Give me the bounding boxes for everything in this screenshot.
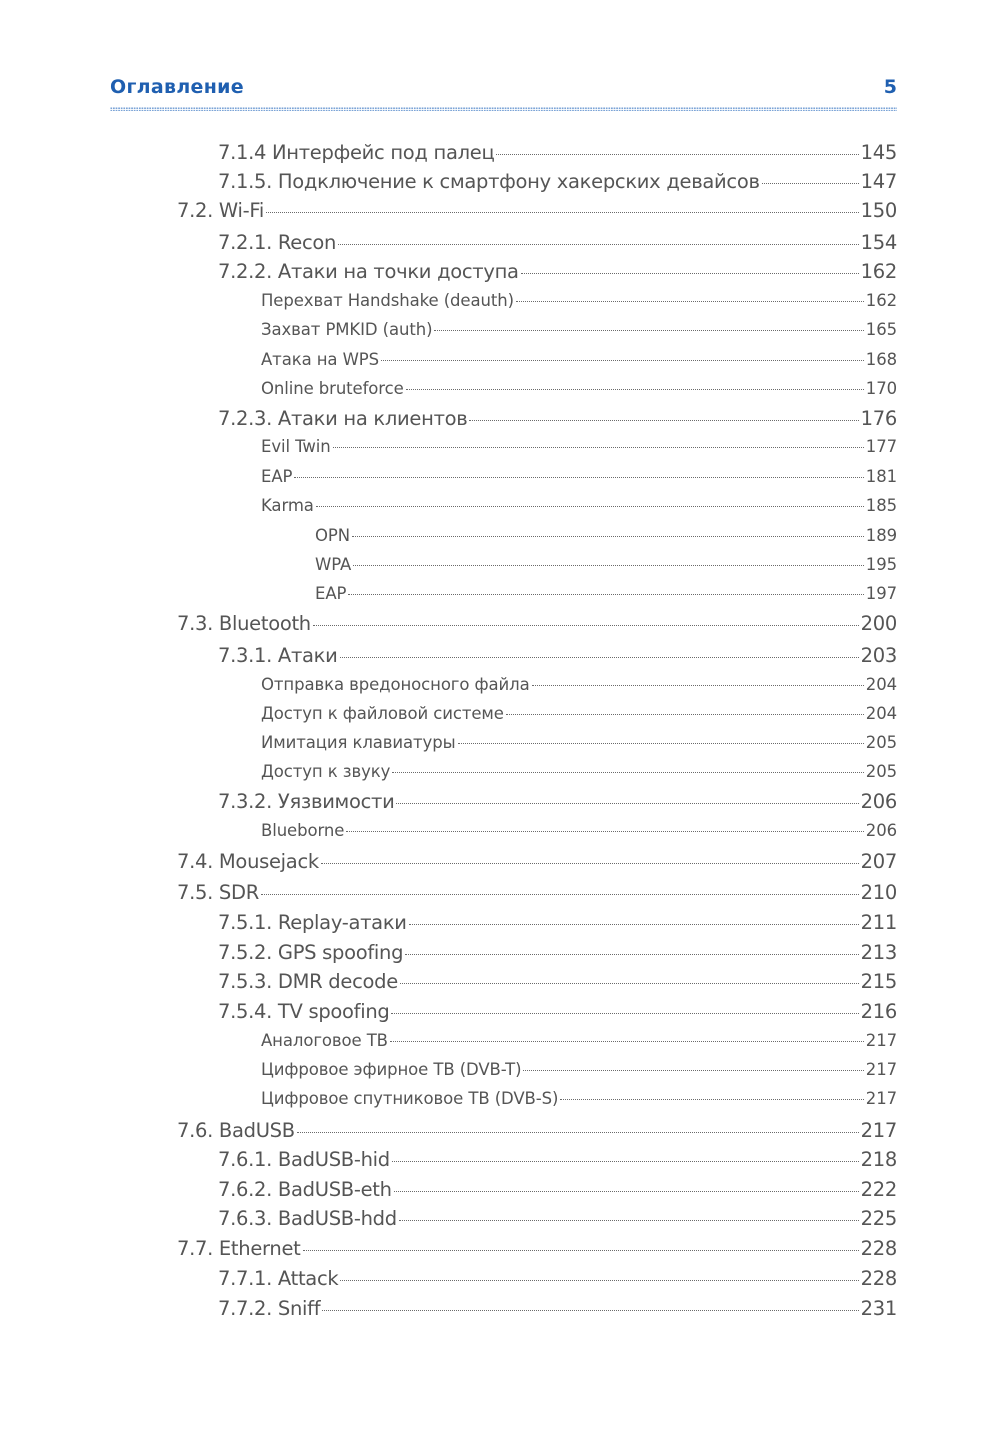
dot-leader: [313, 625, 859, 626]
toc-entry[interactable]: [218, 260, 897, 283]
toc-entry-page: 216: [860, 1000, 897, 1023]
toc-entry-title: 7.7.2. Sniff: [218, 1297, 321, 1320]
toc-entry-title: Доступ к звуку: [261, 762, 391, 781]
toc-entry[interactable]: [218, 1297, 897, 1320]
toc-entry-page: 204: [865, 675, 897, 694]
toc-entry[interactable]: [261, 467, 897, 486]
dot-leader: [434, 330, 863, 331]
toc-entry-title: Захват PMKID (auth): [261, 320, 433, 339]
toc-entry-title: Аналоговое ТВ: [261, 1031, 388, 1050]
toc-entry-title: Karma: [261, 496, 314, 515]
dot-leader: [762, 183, 859, 184]
toc-entry-title: EAP: [315, 584, 347, 603]
toc-entry-title: 7.6.2. BadUSB-eth: [218, 1178, 392, 1201]
dot-leader: [516, 301, 864, 302]
toc-entry[interactable]: [261, 320, 897, 339]
toc-entry-page: 176: [860, 407, 897, 430]
toc-entry[interactable]: [315, 584, 897, 603]
toc-entry-page: 217: [865, 1031, 897, 1050]
dot-leader: [523, 1070, 863, 1071]
toc-entry-page: 218: [860, 1148, 897, 1171]
toc-entry-page: 217: [865, 1089, 897, 1108]
toc-entry-title: Online bruteforce: [261, 379, 404, 398]
toc-entry-title: 7.3. Bluetooth: [177, 612, 311, 635]
toc-entry[interactable]: [218, 1148, 897, 1171]
toc-entry-title: 7.6. BadUSB: [177, 1119, 295, 1142]
toc-entry-page: 206: [860, 790, 897, 813]
toc-entry[interactable]: [261, 762, 897, 781]
dot-leader: [469, 420, 858, 421]
toc-entry[interactable]: [177, 850, 897, 873]
dot-leader: [394, 1191, 859, 1192]
toc-entry-page: 210: [860, 881, 897, 904]
toc-entry[interactable]: [218, 644, 897, 667]
toc-entry-page: 217: [865, 1060, 897, 1079]
toc-entry-page: 162: [860, 260, 897, 283]
toc-entry[interactable]: [218, 141, 897, 164]
toc-entry[interactable]: [261, 1060, 897, 1079]
toc-entry-title: WPA: [315, 555, 352, 574]
toc-entry-title: Цифровое эфирное ТВ (DVB-T): [261, 1060, 522, 1079]
toc-entry-page: 147: [860, 170, 897, 193]
toc-entry-title: Blueborne: [261, 821, 345, 840]
toc-entry-title: Evil Twin: [261, 437, 331, 456]
toc-entry-title: 7.2.3. Атаки на клиентов: [218, 407, 468, 430]
toc-entry[interactable]: [315, 555, 897, 574]
toc-entry[interactable]: [261, 704, 897, 723]
toc-entry-title: 7.5.2. GPS spoofing: [218, 941, 404, 964]
toc-entry[interactable]: [218, 231, 897, 254]
toc-entry-title: 7.2.2. Атаки на точки доступа: [218, 260, 519, 283]
toc-entry-page: 206: [865, 821, 897, 840]
toc-entry[interactable]: [218, 941, 897, 964]
dot-leader: [321, 863, 859, 864]
toc-entry-page: 197: [865, 584, 897, 603]
page-title: Оглавление: [110, 76, 244, 98]
toc-entry-page: 154: [860, 231, 897, 254]
toc-entry-page: 211: [860, 911, 897, 934]
toc-entry[interactable]: [261, 821, 897, 840]
dot-leader: [400, 983, 859, 984]
dot-leader: [353, 565, 864, 566]
toc-entry[interactable]: [261, 733, 897, 752]
toc-entry[interactable]: [218, 1178, 897, 1201]
toc-entry-title: Перехват Handshake (deauth): [261, 291, 514, 310]
toc-entry[interactable]: [218, 1207, 897, 1230]
dot-leader: [390, 1041, 864, 1042]
dot-leader: [261, 894, 859, 895]
toc-entry-page: 217: [860, 1119, 897, 1142]
toc-entry-title: Доступ к файловой системе: [261, 704, 504, 723]
toc-entry-page: 170: [865, 379, 897, 398]
toc-entry[interactable]: [261, 675, 897, 694]
toc-entry-page: 162: [865, 291, 897, 310]
toc-entry-title: 7.5.4. TV spoofing: [218, 1000, 390, 1023]
toc-entry-page: 213: [860, 941, 897, 964]
dot-leader: [405, 954, 858, 955]
toc-entry-title: Отправка вредоносного файла: [261, 675, 530, 694]
toc-entry[interactable]: [177, 199, 897, 222]
dot-leader: [352, 536, 864, 537]
toc-entry-page: 207: [860, 850, 897, 873]
toc-entry[interactable]: [261, 1031, 897, 1050]
toc-entry-title: 7.5.3. DMR decode: [218, 970, 398, 993]
toc-entry-page: 195: [865, 555, 897, 574]
dot-leader: [396, 803, 858, 804]
dot-leader: [316, 506, 864, 507]
toc-entry-title: 7.6.3. BadUSB-hdd: [218, 1207, 397, 1230]
toc-entry[interactable]: [177, 881, 897, 904]
toc-entry-title: OPN: [315, 526, 350, 545]
dot-leader: [458, 743, 864, 744]
toc-entry-page: 150: [860, 199, 897, 222]
dot-leader: [294, 477, 863, 478]
dot-leader: [532, 685, 864, 686]
toc-entry[interactable]: [177, 612, 897, 635]
dot-leader: [521, 273, 859, 274]
toc-entry-title: 7.5.1. Replay-атаки: [218, 911, 407, 934]
dot-leader: [322, 1310, 858, 1311]
toc-entry[interactable]: [177, 1237, 897, 1260]
toc-entry-title: EAP: [261, 467, 293, 486]
toc-entry[interactable]: [261, 1089, 897, 1108]
toc-entry[interactable]: [261, 379, 897, 398]
dot-leader: [392, 1161, 859, 1162]
toc-entry-page: 204: [865, 704, 897, 723]
toc-entry[interactable]: [218, 970, 897, 993]
toc-entry[interactable]: [177, 1119, 897, 1142]
dot-leader: [392, 772, 864, 773]
toc-entry-title: 7.2.1. Recon: [218, 231, 337, 254]
toc-entry-title: 7.7. Ethernet: [177, 1237, 301, 1260]
toc-entry-page: 145: [860, 141, 897, 164]
toc-entry-page: 222: [860, 1178, 897, 1201]
toc-entry[interactable]: [218, 1000, 897, 1023]
toc-entry-page: 185: [865, 496, 897, 515]
dot-leader: [391, 1013, 858, 1014]
dot-leader: [297, 1132, 859, 1133]
toc-entry-title: 7.3.1. Атаки: [218, 644, 338, 667]
dot-leader: [506, 714, 864, 715]
toc-entry-title: 7.4. Mousejack: [177, 850, 319, 873]
toc-entry[interactable]: [218, 1267, 897, 1290]
dot-leader: [348, 594, 863, 595]
toc-entry-title: Атака на WPS: [261, 350, 380, 369]
toc-entry-title: Цифровое спутниковое ТВ (DVB-S): [261, 1089, 559, 1108]
toc-entry[interactable]: [261, 350, 897, 369]
dot-leader: [333, 447, 864, 448]
dot-leader: [560, 1099, 863, 1100]
toc-entry-page: 228: [860, 1267, 897, 1290]
toc-entry-page: 189: [865, 526, 897, 545]
toc-entry[interactable]: [218, 407, 897, 430]
dot-leader: [496, 154, 858, 155]
toc-entry-title: 7.3.2. Уязвимости: [218, 790, 395, 813]
toc-entry-page: 228: [860, 1237, 897, 1260]
dot-leader: [303, 1250, 859, 1251]
toc-entry-page: 181: [865, 467, 897, 486]
toc-entry[interactable]: [218, 790, 897, 813]
toc-entry[interactable]: [261, 291, 897, 310]
toc-entry-page: 231: [860, 1297, 897, 1320]
toc-entry-page: 203: [860, 644, 897, 667]
toc-entry[interactable]: [261, 496, 897, 515]
toc-entry-title: Имитация клавиатуры: [261, 733, 456, 752]
dot-leader: [381, 360, 864, 361]
toc-entry[interactable]: [315, 526, 897, 545]
toc-entry-page: 165: [865, 320, 897, 339]
toc-entry-title: 7.5. SDR: [177, 881, 259, 904]
toc-entry-title: 7.7.1. Attack: [218, 1267, 339, 1290]
dot-leader: [338, 244, 859, 245]
toc-entry-page: 168: [865, 350, 897, 369]
toc-entry-page: 205: [865, 762, 897, 781]
toc-entry[interactable]: [218, 911, 897, 934]
dot-leader: [399, 1220, 859, 1221]
toc-entry[interactable]: [218, 170, 897, 193]
toc-entry-title: 7.6.1. BadUSB-hid: [218, 1148, 390, 1171]
toc-entry-title: 7.2. Wi-Fi: [177, 199, 264, 222]
toc-entry-page: 215: [860, 970, 897, 993]
page-number: 5: [883, 76, 897, 98]
toc-entry-page: 225: [860, 1207, 897, 1230]
dot-leader: [406, 389, 864, 390]
dot-leader: [266, 212, 859, 213]
dot-leader: [340, 657, 859, 658]
toc-entry[interactable]: [261, 437, 897, 456]
toc-entry-page: 200: [860, 612, 897, 635]
toc-entry-title: 7.1.5. Подключение к смартфону хакерских девайсов: [218, 170, 760, 193]
dot-leader: [346, 831, 864, 832]
dot-leader: [409, 924, 859, 925]
toc-entry-page: 205: [865, 733, 897, 752]
toc-entry-page: 177: [865, 437, 897, 456]
dot-leader: [340, 1280, 858, 1281]
toc-entry-title: 7.1.4 Интерфейс под палец: [218, 141, 495, 164]
